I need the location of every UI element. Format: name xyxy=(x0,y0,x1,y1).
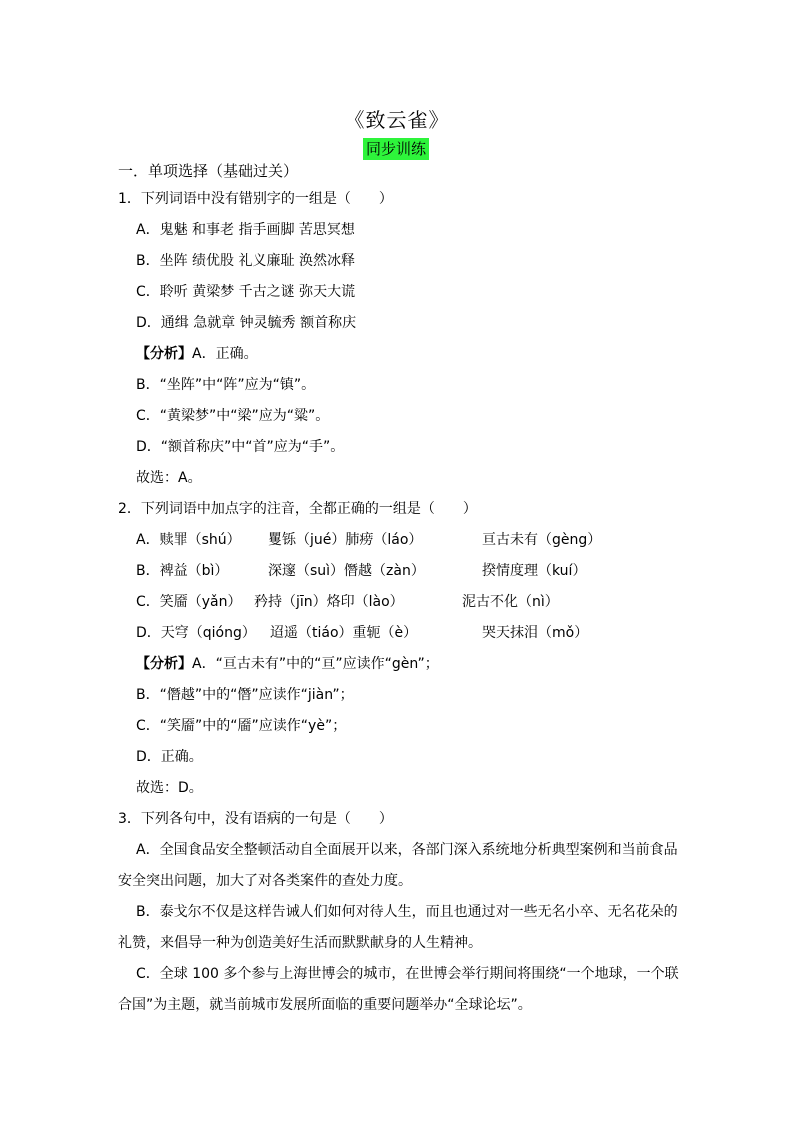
question-1-option-b: B．坐阵 绩优股 礼义廉耻 涣然冰释 xyxy=(136,253,355,269)
question-1-analysis-line: B．“坐阵”中“阵”应为“镇”。 xyxy=(136,377,316,393)
section-heading: 一．单项选择（基础过关） xyxy=(118,162,299,180)
question-2-analysis-line: C．“笑靥”中的“靥”应读作“yè”； xyxy=(136,718,347,734)
question-1-option-c: C．聆听 黄梁梦 千古之谜 弥天大谎 xyxy=(136,284,356,300)
question-1-analysis-line: C．“黄梁梦”中“梁”应为“粱”。 xyxy=(136,408,330,424)
question-3-option-a-line2: 安全突出问题，加大了对各类案件的查处力度。 xyxy=(118,873,412,889)
question-3-stem: 3．下列各句中，没有语病的一句是（ ） xyxy=(118,811,393,827)
analysis-tag: 【分析】 xyxy=(136,656,192,672)
question-1-answer: 故选：A。 xyxy=(136,470,202,486)
question-2-stem: 2．下列词语中加点字的注音，全都正确的一组是（ ） xyxy=(118,501,477,517)
question-3-option-c-line1: C．全球 100 多个参与上海世博会的城市，在世博会举行期间将围绕“一个地球，一个联 xyxy=(136,966,679,982)
option-idiom: 哭天抹泪（mǒ） xyxy=(482,625,589,641)
question-1-option-a: A．鬼魅 和事老 指手画脚 苦思冥想 xyxy=(136,222,355,238)
question-2-option-c xyxy=(118,587,678,618)
question-2-answer: 故选：D。 xyxy=(136,780,203,796)
option-words: 矍铄（jué）肺痨（láo） xyxy=(268,532,423,548)
question-1-option-d: D．通缉 急就章 钟灵毓秀 额首称庆 xyxy=(136,315,357,331)
doc-title: 《致云雀》 xyxy=(344,108,450,132)
question-1-stem: 1．下列词语中没有错别字的一组是（ ） xyxy=(118,191,393,207)
analysis-text: A．“亘古未有”中的“亘”应读作“gèn”； xyxy=(192,656,439,672)
option-words: 深邃（suì）僭越（zàn） xyxy=(268,563,425,579)
option-idiom: 泥古不化（nì） xyxy=(462,594,559,610)
question-3-option-b-line1: B．泰戈尔不仅是这样告诫人们如何对待人生，而且也通过对一些无名小卒、无名花朵的 xyxy=(136,904,678,920)
analysis-tag: 【分析】 xyxy=(136,346,192,362)
option-word: C．笑靥（yǎn） xyxy=(136,594,242,610)
highlight-badge: 同步训练 xyxy=(363,138,429,160)
question-1-analysis-line: D．“额首称庆”中“首”应为“手”。 xyxy=(136,439,345,455)
question-3-option-c-line2: 合国”为主题，就当前城市发展所面临的重要问题举办“全球论坛”。 xyxy=(118,997,532,1013)
question-3-option-a-line1: A．全国食品安全整顿活动自全面展开以来，各部门深入系统地分析典型案例和当前食品 xyxy=(136,842,678,858)
doc-content xyxy=(118,158,678,1021)
question-3-option-b-line2: 礼赞，来倡导一种为创造美好生活而默默献身的人生精神。 xyxy=(118,935,482,951)
question-2-analysis-line: D．正确。 xyxy=(136,749,203,765)
question-2-analysis-line: B．“僭越”中的“僭”应读作“jiàn”； xyxy=(136,687,354,703)
option-idiom: 亘古未有（gèng） xyxy=(482,532,602,548)
question-2-option-d xyxy=(118,618,678,649)
question-1-analysis-first xyxy=(118,339,678,370)
question-2-option-a xyxy=(118,525,678,556)
option-word: D．天穹（qióng） xyxy=(136,625,256,641)
question-2-option-b xyxy=(118,556,678,587)
option-words: 矜持（jīn）烙印（lào） xyxy=(254,594,404,610)
option-idiom: 揆情度理（kuí） xyxy=(482,563,587,579)
analysis-text: A．正确。 xyxy=(192,346,258,362)
option-word: B．裨益（bì） xyxy=(136,563,229,579)
option-words: 迢遥（tiáo）重轭（è） xyxy=(270,625,418,641)
option-word: A．赎罪（shú） xyxy=(136,532,241,548)
question-2-analysis-first xyxy=(118,649,678,680)
